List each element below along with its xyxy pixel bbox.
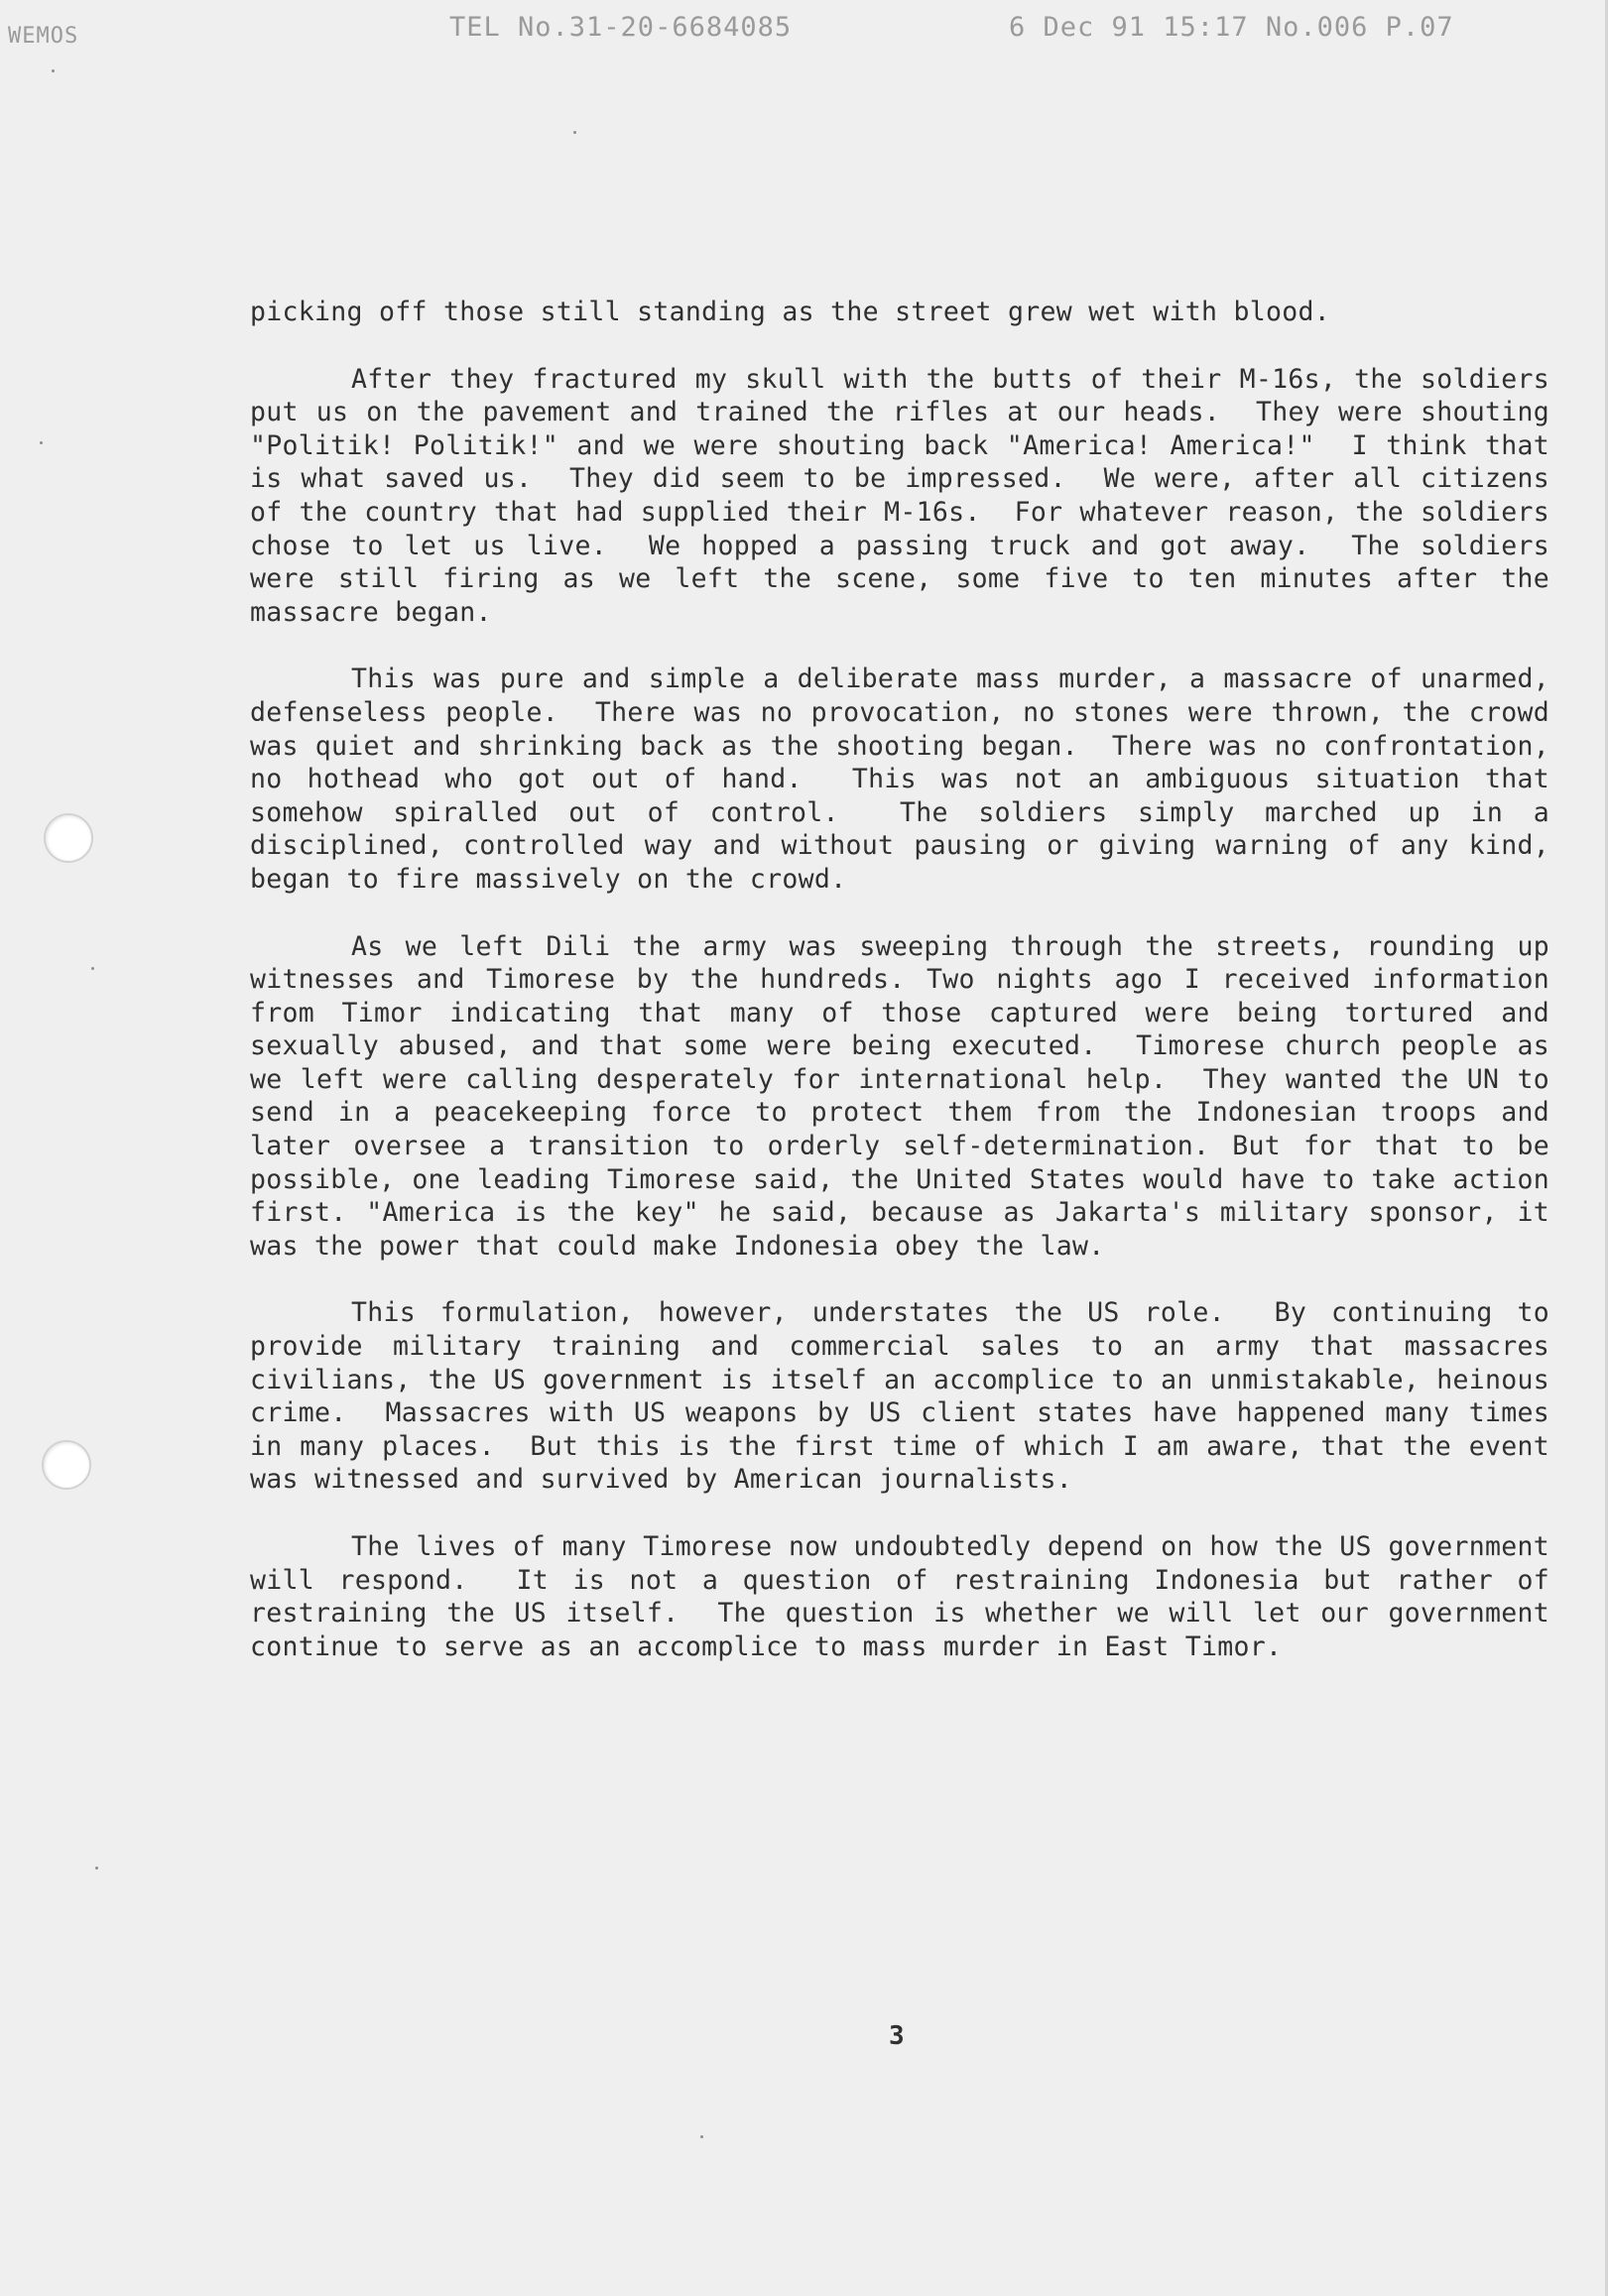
- scan-speck: [700, 2135, 703, 2138]
- paragraph-5: This formulation, however, understates the US role. By continuing to provide military training and commercial sales to an army that massacres civilians, the US government is itself an accomplice to an unmistakable, heinous crime. Massacres with US weapons by US client states have happened many times in many places. But this is the first time of which I am aware, that the event was witnessed and survived by American journalists.: [250, 1297, 1566, 1496]
- paragraph-1: picking off those still standing as the street grew wet with blood.: [250, 297, 1331, 327]
- fax-header: [0, 10, 1608, 50]
- paragraph-2: After they fractured my skull with the butts of their M-16s, the soldiers put us on the pavement and trained the rifles at our heads. They were shouting "Politik! Politik!" and we were shouting back "America! America!" I think that is what saved us. They did seem to be impressed. We were, after all citizens of the country that had supplied their M-16s. For whatever reason, the soldiers chose to let us live. We hopped a passing truck and got away. The soldiers were still firing as we left the scene, some five to ten minutes after the massacre began.: [250, 363, 1566, 628]
- scan-speck: [573, 131, 576, 134]
- scan-speck: [40, 441, 43, 444]
- fax-date-page: 6 Dec 91 15:17 No.006 P.07: [1009, 12, 1454, 43]
- scan-speck: [52, 69, 55, 72]
- fax-telephone: TEL No.31-20-6684085: [449, 12, 793, 43]
- paragraph-6: The lives of many Timorese now undoubtedly depend on how the US government will respond. It is not a question of restraining Indonesia but rather of restraining the US itself. The question is whether we will let our government continue to serve as an accomplice to mass murder in East Timor.: [250, 1531, 1566, 1662]
- punch-hole-icon: [44, 813, 93, 863]
- paragraph-3: This was pure and simple a deliberate mass murder, a massacre of unarmed, defenseless people. There was no provocation, no stones were thrown, the crowd was quiet and shrinking back as the shooting began. There was no confrontation, no hothead who got out of hand. This was not an ambiguous situation that somehow spiralled out of control. The soldiers simply marched up in a disciplined, controlled way and without pausing or giving warning of any kind, began to fire massively on the crowd.: [250, 664, 1566, 895]
- letter-body: [250, 296, 1566, 1697]
- paragraph-4: As we left Dili the army was sweeping through the streets, rounding up witnesses and Timorese by the hundreds. Two nights ago I received information from Timor indicating that many of those captured were being tortured and sexually abused, and that some were being executed. Timorese church people as we left were calling desperately for international help. They wanted the UN to send in a peacekeeping force to protect them from the Indonesian troops and later oversee a transition to orderly self-determination. But for that to be possible, one leading Timorese said, the United States would have to take action first. "America is the key" he said, because as Jakarta's military sponsor, it was the power that could make Indonesia obey the law.: [250, 930, 1566, 1262]
- scan-speck: [91, 967, 94, 970]
- fax-sender-id: WEMOS: [8, 24, 79, 49]
- punch-hole-icon: [42, 1440, 91, 1490]
- scan-speck: [95, 1867, 98, 1870]
- page-number: 3: [889, 2021, 905, 2051]
